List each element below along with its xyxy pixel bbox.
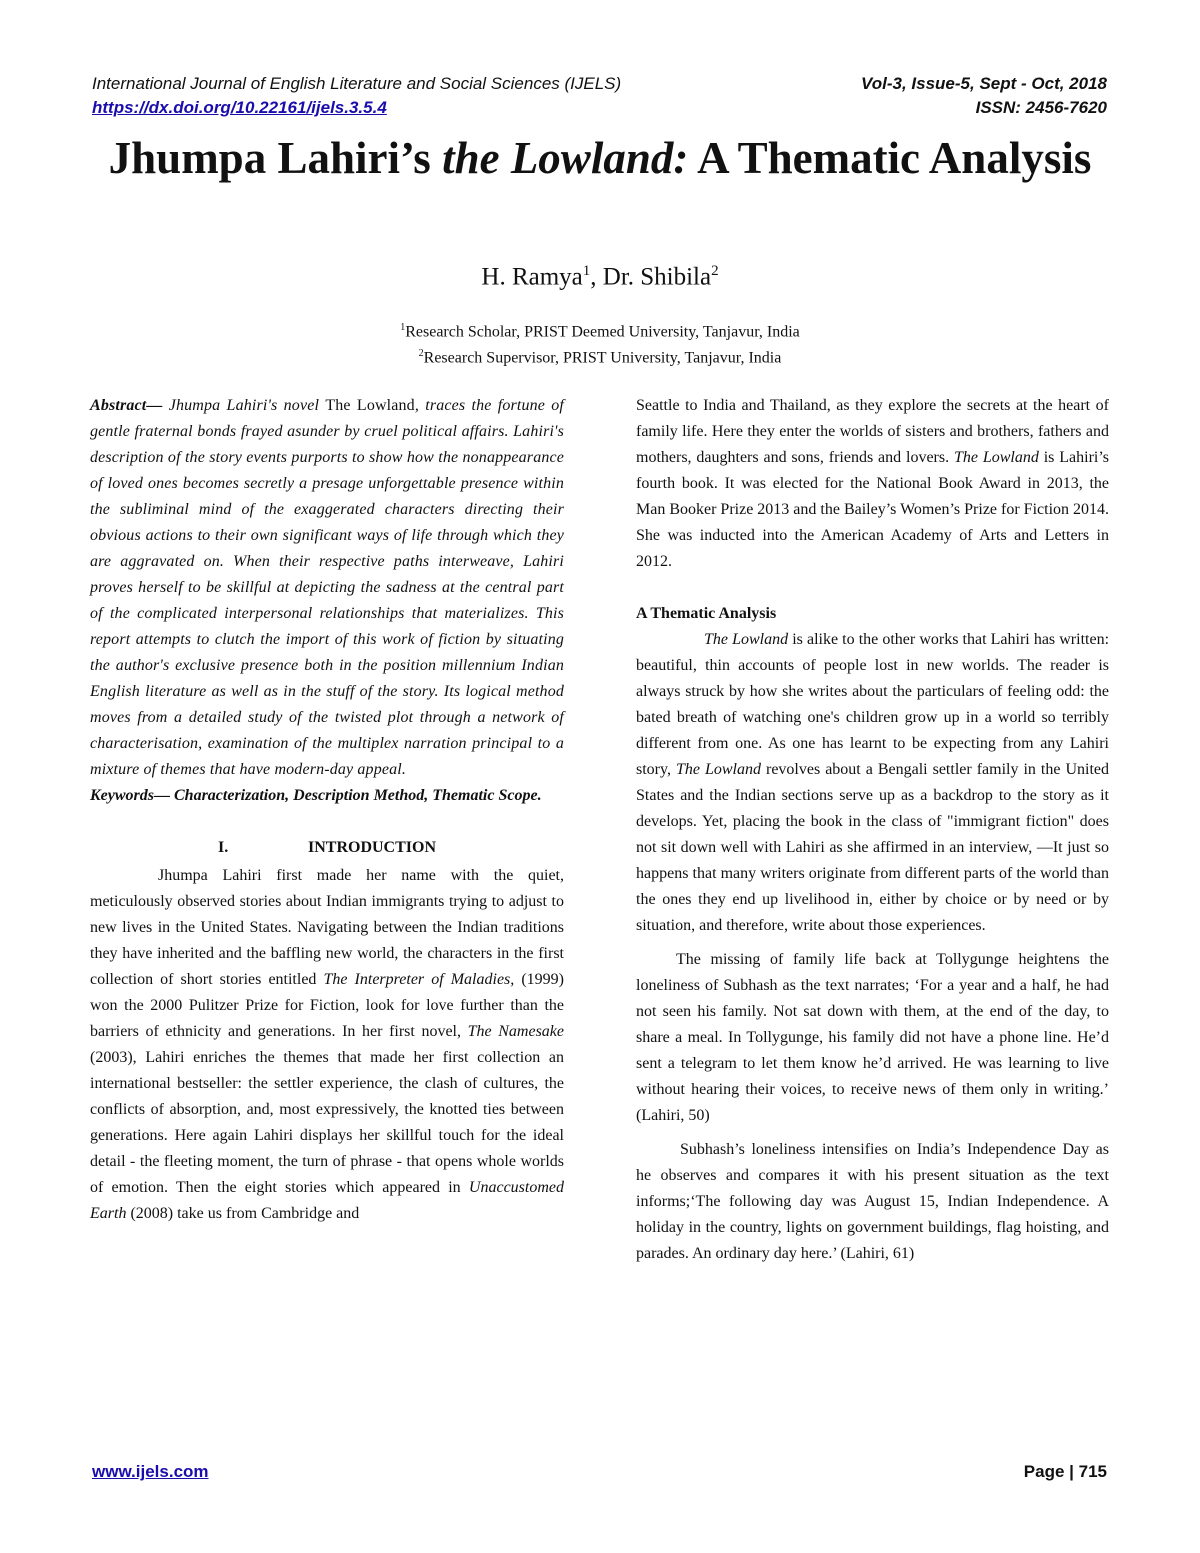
journal-website-link[interactable]: www.ijels.com: [92, 1462, 209, 1481]
volume-issue: Vol-3, Issue-5, Sept - Oct, 2018: [861, 74, 1107, 93]
introduction-paragraph-continued: Seattle to India and Thailand, as they explore the secrets at the heart of family life. Here they enter the worlds of sisters and brothers, fathers and mothers, daughters and sons, friends and lovers. The Lowland is Lahiri’s fourth book. It was elected for the National Book Award in 2013, the Man Booker Prize 2013 and the Bailey’s Women’s Prize for Fiction 2014. She was inducted into the American Academy of Arts and Letters in 2012.: [636, 397, 1110, 570]
running-header-left: [92, 72, 732, 120]
section-heading-introduction: I. INTRODUCTION: [217, 839, 436, 856]
abstract: Abstract— Jhumpa Lahiri's novel The Lowland, traces the fortune of gentle fraternal bonds frayed asunder by cruel political affairs. Lahiri's description of the story events purports to show how the nonappearance of loved ones becomes secretly a presage unforgettable presence within the subliminal mind of the exaggerated characters directing their obvious actions to their own significant ways of life through which they are aggravated on. When their respective paths interweave, Lahiri proves herself to be skillful at depicting the sadness at the central part of the complicated interpersonal relationships that materializes. This report attempts to clutch the import of this work of fiction by situating the author's exclusive presence both in the position millennium Indian English literature as well as in the stuff of the story. Its logical method moves from a detailed study of the twisted plot through a network of characterisation, examination of the multiplex narration principal to a mixture of themes that have modern-day appeal.: [90, 397, 565, 778]
doi-link[interactable]: https://dx.doi.org/10.22161/ijels.3.5.4: [92, 98, 387, 117]
author-name: Dr. Shibila: [602, 263, 712, 291]
affiliation: $^2$Research Supervisor, PRIST University, Tanjavur, India: [418, 348, 782, 367]
page-number: Page | 715: [1023, 1462, 1107, 1481]
body-paragraph: The missing of family life back at Tollygunge heightens the loneliness of Subhash as the text narrates; ‘For a year and a half, he had not seen his family. Not sat down with them, at the end of the day, to share a meal. In Tollygunge, his family did not have a phone line. He’d sent a telegram to let them know he’d arrived. He was learning to live without hearing their voices, to receive news of them only in writing.’ (Lahiri, 50): [636, 951, 1109, 1124]
left-column: [90, 393, 564, 1227]
right-column: [636, 393, 1109, 1267]
keywords: Keywords— Characterization, Description Method, Thematic Scope.: [90, 787, 542, 804]
affiliation: $^1$Research Scholar, PRIST Deemed University, Tanjavur, India: [400, 322, 800, 341]
introduction-paragraph: Jhumpa Lahiri first made her name with the quiet, meticulously observed stories about Indian immigrants trying to adjust to new lives in the United States. Navigating between the Indian traditions they have inherited and the baffling new world, the characters in the first collection of short stories entitled The Interpreter of Maladies, (1999) won the 2000 Pulitzer Prize for Fiction, look for love further than the barriers of ethnicity and generations. In her first novel, The Namesake (2003), Lahiri enriches the themes that made her first collection an international bestseller: the settler experience, the clash of cultures, the conflicts of absorption, and, most expressively, the knotted ties between generations. Here again Lahiri displays her skillful touch for the ideal detail - the fleeting moment, the turn of phrase - that opens whole worlds of emotion. Then the eight stories which appeared in Unaccustomed Earth (2008) take us from Cambridge and: [90, 867, 564, 1222]
section-heading-thematic-analysis: A Thematic Analysis: [636, 605, 777, 622]
paper-title: Jhumpa Lahiri’s the Lowland: A Thematic Analysis: [108, 133, 1092, 183]
body-paragraph: Subhash’s loneliness intensifies on India’s Independence Day as he observes and compares it with his present situation as the text informs;‘The following day was August 15, Indian Independence. A holiday in the country, lights on government buildings, flag hoisting, and parades. An ordinary day here.’ (Lahiri, 61): [636, 1141, 1109, 1262]
author-list: H. Ramya$^1$, Dr. Shibila$^2$: [481, 263, 719, 291]
journal-name: International Journal of English Literature and Social Sciences (IJELS): [92, 74, 622, 93]
issn: ISSN: 2456-7620: [975, 98, 1107, 117]
running-header-right: [707, 72, 1107, 120]
author-name: H. Ramya: [481, 263, 583, 291]
body-paragraph: The Lowland is alike to the other works that Lahiri has written: beautiful, thin accounts of people lost in new worlds. The reader is always struck by how she writes about the particulars of feeling odd: the bated breath of watching one's children grow up in a world so terribly different from one. As one has learnt to be expecting from any Lahiri story, The Lowland revolves about a Bengali settler family in the United States and the Indian sections serve up as a backdrop to the story as it develops. Yet, placing the book in the class of "immigrant fiction" does not sit down well with Lahiri as she affirmed in an interview, ―It just so happens that many writers originate from different parts of the world than the ones they end up livelihood in, either by choice or by need or by situation, and therefore, write about those experiences.: [636, 631, 1110, 934]
